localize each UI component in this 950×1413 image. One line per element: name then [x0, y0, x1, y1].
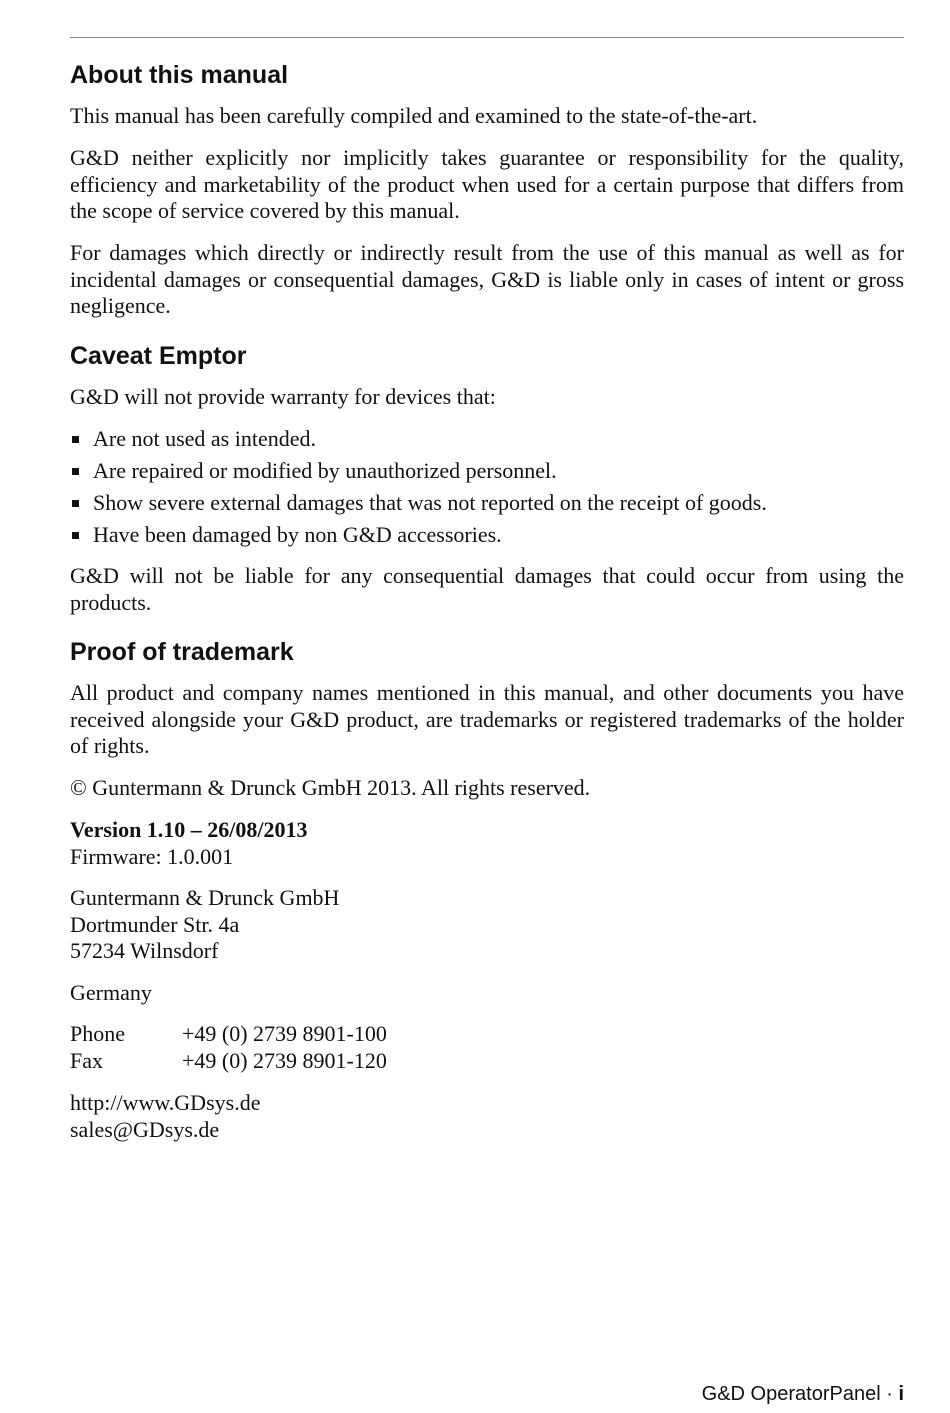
- bullet-icon: [72, 500, 79, 507]
- list-item: Have been damaged by non G&D accessories.: [70, 522, 904, 549]
- trademark-heading: Proof of trademark: [70, 638, 294, 666]
- trademark-paragraph: All product and company names mentioned in this manual, and other documents you have received alongside your G&D product, are trademarks or registered trademarks of the holder of rights.: [70, 680, 904, 758]
- about-paragraph-1: This manual has been carefully compiled and examined to the state-of-the-art.: [70, 103, 758, 128]
- about-paragraph-2: G&D neither explicitly nor implicitly takes guarantee or responsibility for the quality, efficiency and marketability of the product when used for a certain purpose that differs from the scope of service covered by this manual.: [70, 145, 904, 223]
- bullet-icon: [72, 436, 79, 443]
- bullet-icon: [72, 532, 79, 539]
- city-address: 57234 Wilnsdorf: [70, 938, 219, 963]
- web-block: [70, 1090, 904, 1143]
- company-name: Guntermann & Drunck GmbH: [70, 885, 340, 910]
- website-link[interactable]: http://www.GDsys.de: [70, 1090, 261, 1115]
- fax-row: [70, 1048, 904, 1075]
- version-block: [70, 817, 904, 870]
- street-address: Dortmunder Str. 4a: [70, 911, 240, 937]
- fax-label: Fax: [70, 1047, 103, 1073]
- trademark-section: [70, 637, 904, 667]
- page-footer: [0, 1383, 904, 1406]
- footer-separator: ·: [886, 1383, 893, 1405]
- list-item: Are not used as intended.: [70, 426, 904, 453]
- footer-title: G&D OperatorPanel: [701, 1383, 881, 1405]
- firmware-label: Firmware: 1.0.001: [70, 843, 234, 869]
- about-paragraph-3: For damages which directly or indirectly result from the use of this manual as well as for incidental damages or consequential damages, G&D is liable only in cases of intent or gross negligence.: [70, 240, 904, 318]
- caveat-intro: G&D will not provide warranty for devices that:: [70, 384, 496, 409]
- country-block: [70, 980, 904, 1007]
- about-section: [70, 60, 904, 90]
- caveat-section: [70, 341, 904, 371]
- phone-number: +49 (0) 2739 8901-100: [182, 1021, 387, 1046]
- phone-row: [70, 1021, 904, 1048]
- address-block: [70, 885, 904, 965]
- list-item: Are repaired or modified by unauthorized personnel.: [70, 458, 904, 485]
- contact-block: [70, 1021, 904, 1074]
- copyright-notice: © Guntermann & Drunck GmbH 2013. All rights reserved.: [70, 775, 591, 800]
- version-label: Version 1.10 – 26/08/2013: [70, 817, 308, 842]
- list-item: Show severe external damages that was not reported on the receipt of goods.: [70, 490, 904, 517]
- caveat-outro: G&D will not be liable for any consequential damages that could occur from using the products.: [70, 563, 904, 615]
- email-link[interactable]: sales@GDsys.de: [70, 1116, 220, 1142]
- phone-label: Phone: [70, 1021, 125, 1046]
- about-heading: About this manual: [70, 61, 289, 89]
- country: Germany: [70, 980, 152, 1005]
- caveat-heading: Caveat Emptor: [70, 342, 247, 370]
- header-rule: [70, 37, 904, 38]
- page-number: i: [898, 1383, 904, 1405]
- bullet-icon: [72, 468, 79, 475]
- caveat-list: [70, 426, 904, 554]
- fax-number: +49 (0) 2739 8901-120: [182, 1047, 387, 1073]
